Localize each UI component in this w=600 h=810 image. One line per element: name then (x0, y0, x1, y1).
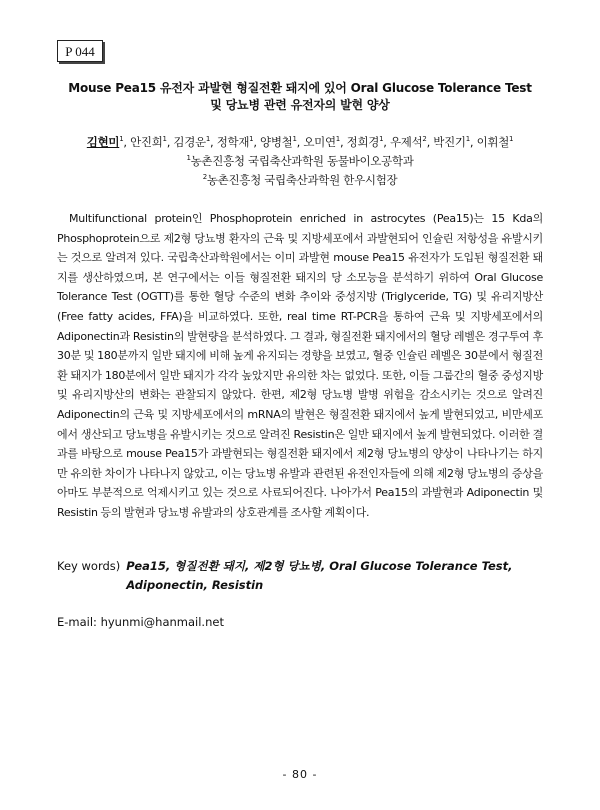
author-sup: 1 (205, 135, 211, 143)
author-sup: 1 (162, 135, 167, 143)
keywords-section (57, 557, 543, 595)
keywords-label: Key words) (57, 559, 121, 573)
author-name: 정학재 (216, 135, 250, 149)
author-name: 김경운 (173, 135, 206, 149)
title-line-2: 및 당뇨병 관련 유전자의 발현 양상 (210, 98, 390, 112)
author-sup: 1 (119, 135, 124, 143)
paper-title (40, 80, 560, 114)
affiliation-2 (40, 172, 560, 188)
affiliation-1 (40, 153, 560, 169)
author-name: 우제석 (389, 135, 423, 149)
abstract-body: Multifunctional protein인 Phosphoprotein enriched in astrocytes (Pea15)는 15 Kda의 Phosphoprotein으로 제2형 당뇨병 환자의 근육 및 지방세포에서 과발현되어 인슐린 저항성을 유발시키는 것으로 알려져 있다. 국립축산과학원에서는 이미 과발현 mouse Pea15 유전자가 도입된 형질전환 돼지를 생산하였으며, 본 연구에서는 이들 형질전환 돼지의 당 소모능을 분석하기 위하여 Oral Glucose Tolerance Test (OGTT)를 통한 혈당 수준의 변화 추이와 중성지방 (Triglyceride, TG) 및 유리지방산 (Free fatty acides, FFA)을 비교하였다. 또한, real time RT-PCR을 통하여 근육 및 지방세포에서의 Adiponectin과 Resistin의 발현량을 분석하였다. 그 결과, 형질전환 돼지에서의 혈당 레벨은 경구투여 후 30분 및 180분까지 일반 돼지에 비해 높게 유지되는 경향을 보였고, 혈중 인슐린 레벨은 30분에서 형질전환 돼지가 180분에서 일반 돼지가 각각 높았지만 유의한 차는 없었다. 또한, 이들 그룹간의 혈중 중성지방 및 유리지방산의 변화는 관찰되지 않았다. 한편, 제2형 당뇨병 발병 위험을 감소시키는 것으로 알려진 Adiponectin의 근육 및 지방세포에서의 mRNA의 발현은 형질전환 돼지에서 높게 발현되었고, 비만세포에서 생산되고 당뇨병을 유발시키는 것으로 알려진 Resistin은 일반 돼지에서 높게 발현되었다. 이러한 결과를 바탕으로 mouse Pea15가 과발현되는 형질전환 돼지에서 제2형 당뇨병의 양상이 나타나기는 하지만 유의한 차이가 나타나지 않았고, 이는 당뇨병 유발과 관련된 유전인자들에 의해 제2형 당뇨병의 증상을 아마도 부분적으로 억제시키고 있는 것으로 사료되어진다. 나아가서 Pea15의 과발현과 Adiponectin 및 Resistin 등의 발현과 당뇨병 유발과의 상호관계를 조사할 계획이다. (57, 212, 543, 519)
author-sup: 1 (249, 135, 254, 143)
affiliation-text: 농촌진흥청 국립축산과학원 한우시험장 (206, 173, 398, 187)
author-sup: 1 (379, 135, 384, 143)
author-name: 오미연 (303, 135, 336, 149)
author-sup: 1 (509, 135, 514, 143)
author-name: 정희경 (346, 135, 380, 149)
page-number: - 80 - (282, 768, 318, 781)
author-sup: 1 (335, 135, 340, 143)
affiliation-sup: 2 (202, 173, 207, 181)
author-name: 김현미 (86, 135, 120, 149)
author-name: 양병철 (260, 135, 293, 149)
author-name: 안진희 (130, 135, 163, 149)
author-sup: 1 (465, 135, 470, 143)
contact-email: E-mail: hyunmi@hanmail.net (57, 615, 224, 629)
author-list: 김현미$^1$, 안진희$^1$, 김경운$^1$, 정학재$^1$, 양병철$^1$, 오미연$^1$, 정희경$^1$, 우제석$^2$, 박진기$^1$, 이휘철$^1$ (86, 135, 514, 149)
keywords-text: Pea15, 형질전환 돼지, 제2형 당뇨병, Oral Glucose Tolerance Test, Adiponectin, Resistin (126, 559, 513, 592)
author-sup: 2 (422, 135, 427, 143)
author-name: 이휘철 (476, 135, 510, 149)
title-line-1: Mouse Pea15 유전자 과발현 형질전환 돼지에 있어 Oral Glucose Tolerance Test (68, 81, 532, 95)
abstract-code-box: P 044 (57, 40, 103, 62)
affiliation-sup: 1 (186, 154, 191, 162)
author-sup: 1 (292, 135, 297, 143)
affiliation-text: 농촌진흥청 국립축산과학원 동물바이오공학과 (190, 154, 414, 168)
author-name: 박진기 (433, 135, 466, 149)
